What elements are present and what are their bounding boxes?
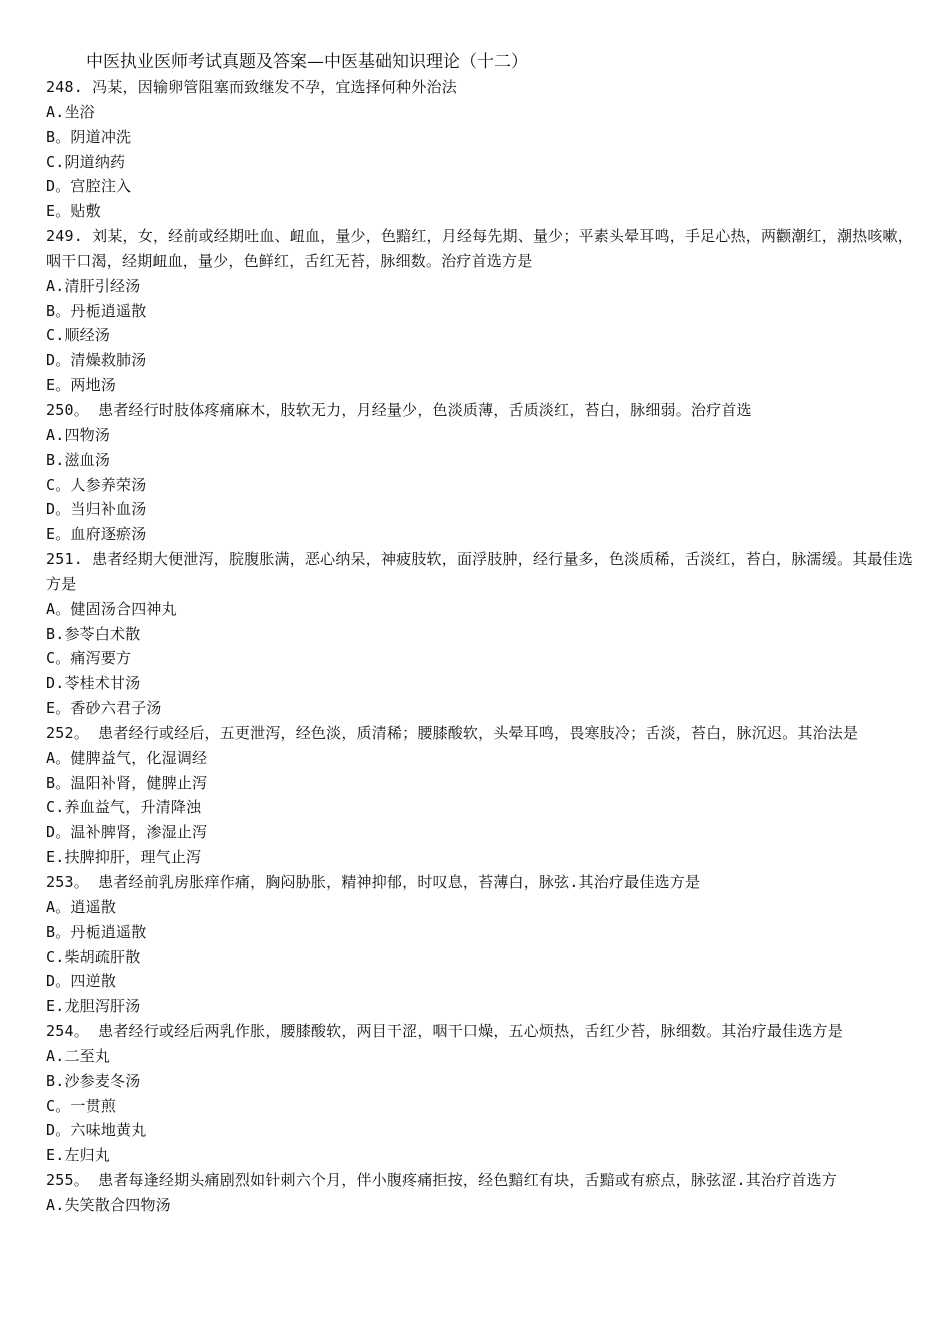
question-stem: 248. 冯某，因输卵管阻塞而致继发不孕，宜选择何种外治法: [46, 78, 457, 96]
question-list: [46, 75, 918, 1218]
answer-option: B。丹栀逍遥散: [46, 301, 147, 320]
answer-option: E.龙胆泻肝汤: [46, 997, 141, 1016]
answer-option: C.柴胡疏肝散: [46, 947, 141, 966]
answer-option: E.左归丸: [46, 1146, 111, 1165]
answer-option: E。贴敷: [46, 202, 101, 221]
answer-option: C.阴道纳药: [46, 152, 126, 171]
answer-option: E。两地汤: [46, 376, 117, 395]
answer-option: D。清燥救肺汤: [46, 351, 147, 370]
answer-option: B.沙参麦冬汤: [46, 1071, 141, 1090]
answer-option: A.清肝引经汤: [46, 276, 141, 295]
answer-option: D。当归补血汤: [46, 500, 147, 519]
question-stem: 255。 患者每逢经期头痛剧烈如针刺六个月，伴小腹疼痛拒按，经色黯红有块，舌黯或有瘀点，脉弦涩.其治疗首选方: [46, 1171, 837, 1190]
answer-option: A。健脾益气，化湿调经: [46, 748, 208, 767]
answer-option: C。一贯煎: [46, 1096, 117, 1115]
document-page: [46, 50, 918, 1218]
answer-option: A.四物汤: [46, 425, 111, 444]
question-stem: 249. 刘某，女，经前或经期吐血、衄血，量少，色黯红，月经每先期、量少；平素头晕耳鸣，手足心热，两颧潮红，潮热咳嗽，咽干口渴，经期衄血，量少，色鲜红，舌红无苔，脉细数。治疗首选方是: [46, 227, 913, 270]
answer-option: E。血府逐瘀汤: [46, 525, 147, 544]
question-block: [46, 1019, 918, 1168]
answer-option: C.养血益气，升清降浊: [46, 798, 202, 817]
answer-option: B。温阳补肾，健脾止泻: [46, 773, 208, 792]
answer-option: D。六味地黄丸: [46, 1121, 147, 1140]
answer-option: A.坐浴: [46, 102, 95, 121]
question-block: [46, 224, 918, 398]
question-block: [46, 1168, 918, 1218]
question-block: [46, 547, 918, 721]
answer-option: A。健固汤合四神丸: [46, 599, 177, 618]
answer-option: D.苓桂术甘汤: [46, 674, 141, 693]
question-stem: 252。 患者经行或经后，五更泄泻，经色淡，质清稀；腰膝酸软，头晕耳鸣，畏寒肢冷；舌淡，苔白，脉沉迟。其治法是: [46, 723, 859, 742]
answer-option: C.顺经汤: [46, 326, 111, 345]
answer-option: B。丹栀逍遥散: [46, 922, 147, 941]
question-stem: 250。 患者经行时肢体疼痛麻木，肢软无力，月经量少，色淡质薄，舌质淡红，苔白，脉细弱。治疗首选: [46, 400, 752, 419]
answer-option: B.滋血汤: [46, 450, 111, 469]
question-stem: 251. 患者经期大便泄泻，脘腹胀满，恶心纳呆，神疲肢软，面浮肢肿，经行量多，色淡质稀，舌淡红，苔白，脉濡缓。其最佳选方是: [46, 550, 913, 593]
question-stem: 254。 患者经行或经后两乳作胀，腰膝酸软，两目干涩，咽干口燥，五心烦热，舌红少苔，脉细数。其治疗最佳选方是: [46, 1022, 843, 1041]
answer-option: B.参苓白术散: [46, 624, 141, 643]
document-title: 中医执业医师考试真题及答案—中医基础知识理论（十二）: [86, 52, 528, 72]
answer-option: A.失笑散合四物汤: [46, 1195, 171, 1214]
answer-option: C。人参养荣汤: [46, 475, 147, 494]
answer-option: A。逍遥散: [46, 897, 117, 916]
question-stem: 253。 患者经前乳房胀痒作痛，胸闷胁胀，精神抑郁，时叹息，苔薄白，脉弦.其治疗最佳选方是: [46, 873, 701, 891]
answer-option: D。四逆散: [46, 972, 117, 991]
answer-option: A.二至丸: [46, 1046, 111, 1065]
answer-option: C。痛泻要方: [46, 649, 132, 668]
answer-option: D。宫腔注入: [46, 177, 132, 196]
answer-option: D。温补脾肾，渗湿止泻: [46, 823, 208, 842]
question-block: [46, 721, 918, 870]
question-block: [46, 870, 918, 1019]
answer-option: B。阴道冲洗: [46, 127, 132, 146]
answer-option: E。香砂六君子汤: [46, 699, 162, 718]
answer-option: E.扶脾抑肝，理气止泻: [46, 848, 202, 867]
question-block: [46, 398, 918, 547]
question-block: [46, 75, 918, 224]
